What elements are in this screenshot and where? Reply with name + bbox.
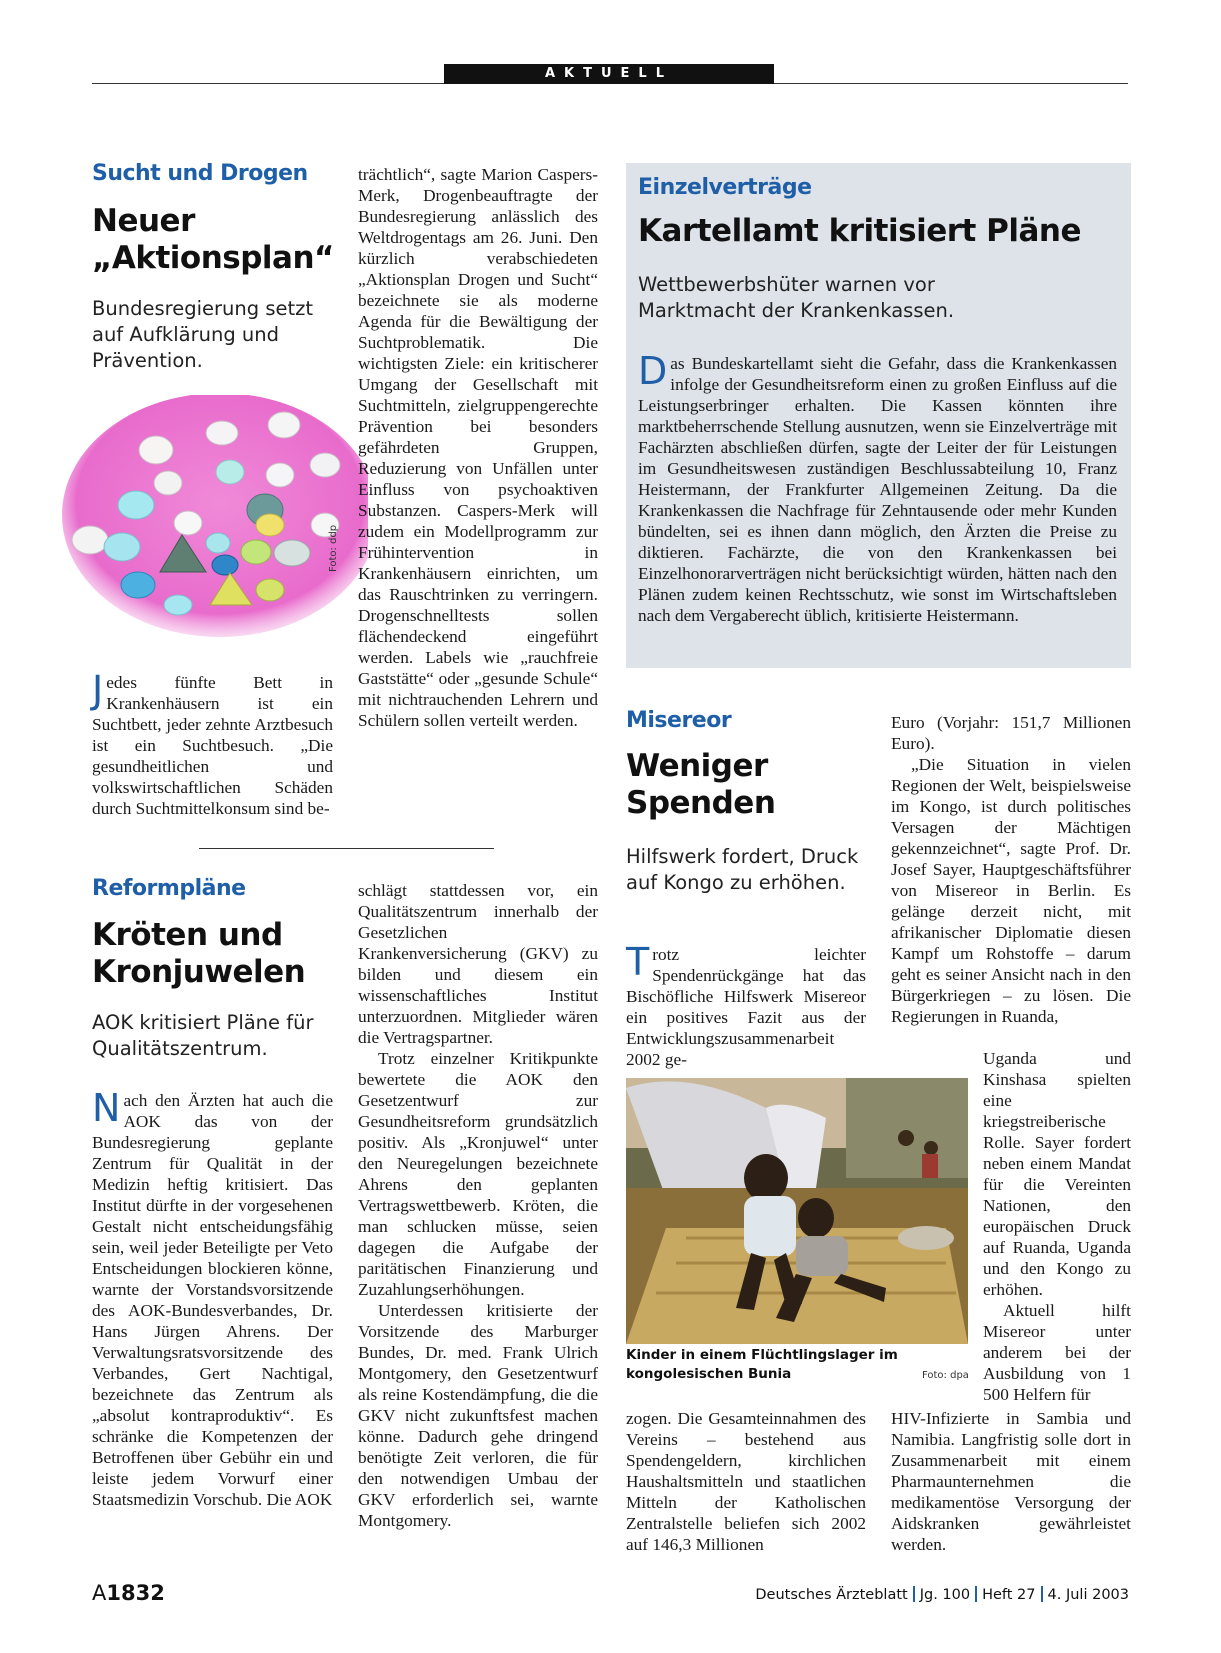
article3-col2-p2: Trotz einzelner Kritikpunkte bewertete die AOK den Gesetzentwurf zur Gesundheitsreform grundsätzlich positiv. Als „Kronjuwel“ unter den Neuregelungen bezeichnete Ahrens den geplanten Vertragswettbewerb. Kröten, die man schlucken müsse, seien dagegen die Aufgabe der paritätischen Finanzierung und Zuzahlungserhöhungen.	[358, 1049, 598, 1299]
article4-col2-narrow-p1: Uganda und Kinshasa spielten eine kriegstreiberische Rolle. Sayer fordert neben einem Mandat für die Vereinten Nationen, den europäischen Druck auf Ruanda, Uganda und den Kongo zu erhöhen.	[983, 1049, 1131, 1299]
article4-kicker: Misereor	[626, 708, 732, 733]
section-label: AKTUELL	[444, 64, 774, 84]
article3-headline-line2: Kronjuwelen	[92, 954, 306, 990]
photo-caption: Kinder in einem Flüchtlingslager im kongolesischen Bunia	[626, 1347, 898, 1382]
article4-headline-line2: Spenden	[626, 785, 776, 821]
journal-info	[755, 1586, 1129, 1603]
article4-col2-p1: Euro (Vorjahr: 151,7 Millionen Euro).	[891, 713, 1131, 753]
journal-issue: Heft 27	[982, 1587, 1036, 1603]
footer-separator	[975, 1586, 977, 1602]
article4-headline-line1: Weniger	[626, 748, 768, 784]
article1-col2-text: trächtlich“, sagte Marion Caspers-Merk, Drogenbeauftragte der Bundesregierung anlässlich des Weltdrogentags am 26. Juni. Den kürzlich verabschiedeten „Aktionsplan Drogen und Sucht“ bezeichnete sie als moderne Agenda für die Bewältigung der Suchtproblematik. Die wichtigsten Ziele: ein kritischerer Umgang der Gesellschaft mit Suchtmitteln, zielgruppengerechte Prävention bei besonders gefährdeten Gruppen, Reduzierung von Unfällen unter Einfluss von psychoaktiven Substanzen. Caspers-Merk will zudem ein Modellprogramm zur Frühintervention in Krankenhäusern einrichten, um das Rauschtrinken zu verringern. Drogenschnelltests sollen flächendeckend eingeführt werden. Labels wie „rauchfreie Gaststätte“ oder „gesunde Schule“ mit nichtrauchenden Lehrern und Schülern sollen verteilt werden.	[358, 165, 598, 730]
article3-col2	[358, 880, 598, 1531]
article4-headline	[626, 748, 775, 822]
article4-col1-text: rotz leichter Spendenrückgänge hat das Bischöfliche Hilfswerk Misereor ein positives Fazit aus der Entwicklungszusammenarbeit 2002 ge-	[626, 945, 866, 1069]
article2-kicker: Einzelverträge	[638, 175, 812, 200]
footer-separator	[913, 1586, 915, 1602]
refugee-camp-photo	[626, 1078, 968, 1344]
article1-col1-text: edes fünfte Bett in Krankenhäusern ist ein Suchtbett, jeder zehnte Arztbesuch ist ein Suchtbesuch. „Die gesundheitlichen und volkswirtschaftlichen Schäden durch Suchtmittelkonsum sind be-	[92, 673, 333, 818]
article3-col2-p1: schlägt stattdessen vor, ein Qualitätszentrum innerhalb der Gesetzlichen Krankenversicherung (GKV) zu bilden und diesem ein wissenschaftliches Institut unterzuordnen. Mitglieder wären die Vertragspartner.	[358, 881, 598, 1047]
page-prefix: A	[92, 1581, 107, 1605]
article4-photo-credit: Foto: dpa	[922, 1370, 969, 1381]
page-number	[92, 1581, 165, 1605]
article3-headline-line1: Kröten und	[92, 917, 283, 953]
article4-col1-continued	[626, 1408, 866, 1555]
article3-kicker: Reformpläne	[92, 876, 246, 901]
article1-headline-line1: Neuer	[92, 203, 195, 239]
article4-col1-after: zogen. Die Gesamteinnahmen des Vereins – bestehend aus Spendengeldern, kirchlichen Haushaltsmitteln und staatlichen Mitteln der Katholischen Zentralstelle beliefen sich 2002 auf 146,3 Millionen	[626, 1409, 866, 1554]
article3-dropcap: N	[92, 1086, 121, 1130]
article4-col1	[626, 940, 866, 1070]
article1-kicker: Sucht und Drogen	[92, 161, 308, 186]
pills-photo	[60, 395, 368, 640]
journal-name: Deutsches Ärzteblatt	[755, 1587, 908, 1603]
article1-col1	[92, 668, 333, 819]
article1-headline	[92, 203, 334, 277]
article4-col2-bottom-text: HIV-Infizierte in Sambia und Namibia. Langfristig solle dort in Zusammenarbeit mit einem Pharmaunternehmen die medikamentöse Versorgung der Aidskranken gewährleistet werden.	[891, 1409, 1131, 1554]
article3-col1-text: ach den Ärzten hat auch die AOK das von der Bundesregierung geplante Zentrum für Qualität in der Medizin heftig kritisiert. Das Institut dürfte in der vorgesehenen Gestalt nicht entscheidungsfähig sein, weil jeder Beteiligte per Veto Entscheidungen blockieren könne, warnte der Vorstandsvorsitzende des AOK-Bundesverbandes, Dr. Hans Jürgen Ahrens. Der Verwaltungsratsvorsitzende des Verbandes, Gert Nachtigal, bezeichnete das Zentrum als „absolut kontraproduktiv“. Es schränke die Kompetenzen der Betroffenen über Gebühr ein und leiste jedem Vorwurf einer Staatsmedizin Vorschub. Die AOK	[92, 1091, 333, 1509]
article1-col2	[358, 164, 598, 731]
article4-col2-narrow	[983, 1048, 1131, 1405]
article1-headline-line2: „Aktionsplan“	[92, 240, 334, 276]
journal-volume: Jg. 100	[919, 1587, 971, 1603]
article2-text: as Bundeskartellamt sieht die Gefahr, dass die Krankenkassen infolge der Gesundheitsreform einen zu großen Einfluss auf die Leistungserbringer erhalten. Die Kassen könnten ihre marktbeherrschende Stellung ausnutzen, wenn sie Einzelverträge mit Fachärzten abschließen dürfen, sagte der Leiter der für Leistungen im Gesundheitswesen zuständigen Beschlussabteilung 10, Franz Heistermann, der Frankfurter Allgemeinen Zeitung. Da die Krankenkassen die Nachfrage für Zehntausende oder mehr Kunden bündelten, sei es ihnen dann möglich, den Ärzten die Preise zu diktieren. Fachärzte, die von den Krankenkassen bei Einzelhonorarverträgen nicht berücksichtigt würden, hätten nach den Plänen zudem keinen Rechtsschutz, wie sonst im Wirtschaftsleben nach dem Vergaberecht üblich, kritisierte Heistermann.	[638, 354, 1117, 625]
article2-dropcap: D	[638, 349, 668, 393]
article4-subhead: Hilfswerk fordert, Druck auf Kongo zu erhöhen.	[626, 845, 859, 894]
article4-dropcap: T	[626, 940, 650, 984]
article3-col2-p3: Unterdessen kritisierte der Vorsitzende des Marburger Bundes, Dr. med. Frank Ulrich Montgomery, den Gesetzentwurf als reine Kostendämpfung, die die GKV nicht zukunftsfest machen könne. Dadurch gehe dringend benötigte Zeit verloren, die für den notwendigen Umbau der GKV erforderlich sei, warnte Montgomery.	[358, 1301, 598, 1530]
article4-col2-top	[891, 712, 1131, 1027]
journal-date: 4. Juli 2003	[1047, 1587, 1129, 1603]
article4-col2-p2: „Die Situation in vielen Regionen der Welt, beispielsweise im Kongo, ist durch politisches Versagen der Mächtigen gekennzeichnet“, sagte Prof. Dr. Josef Sayer, Hauptgeschäftsführer von Misereor in Berlin. Es gelänge derzeit nicht, mit afrikanischer Diplomatie diesen Kampf um Rohstoffe – darum geht es seiner Ansicht nach in den Bürgerkriegen – zu lösen. Die Regierungen in Ruanda,	[891, 755, 1131, 1026]
article2-headline: Kartellamt kritisiert Pläne	[638, 213, 1081, 249]
article3-subhead: AOK kritisiert Pläne für Qualitätszentrum.	[92, 1011, 314, 1060]
article4-col2-bottom	[891, 1408, 1131, 1555]
article2-subhead: Wettbewerbshüter warnen vor Marktmacht der Krankenkassen.	[638, 273, 955, 322]
page-number-value: 1832	[106, 1581, 165, 1605]
article1-photo-credit: Foto: ddp	[328, 524, 339, 572]
article3-headline	[92, 917, 305, 991]
footer-separator	[1041, 1586, 1043, 1602]
article4-col2-narrow-p2: Aktuell hilft Misereor unter anderem bei der Ausbildung von 1 500 Helfern für	[983, 1301, 1131, 1404]
section-divider	[199, 848, 494, 849]
article1-subhead: Bundesregierung setzt auf Aufklärung und Prävention.	[92, 297, 314, 372]
article1-dropcap: J	[92, 668, 104, 712]
article3-col1	[92, 1086, 333, 1510]
article2-body	[638, 349, 1117, 626]
